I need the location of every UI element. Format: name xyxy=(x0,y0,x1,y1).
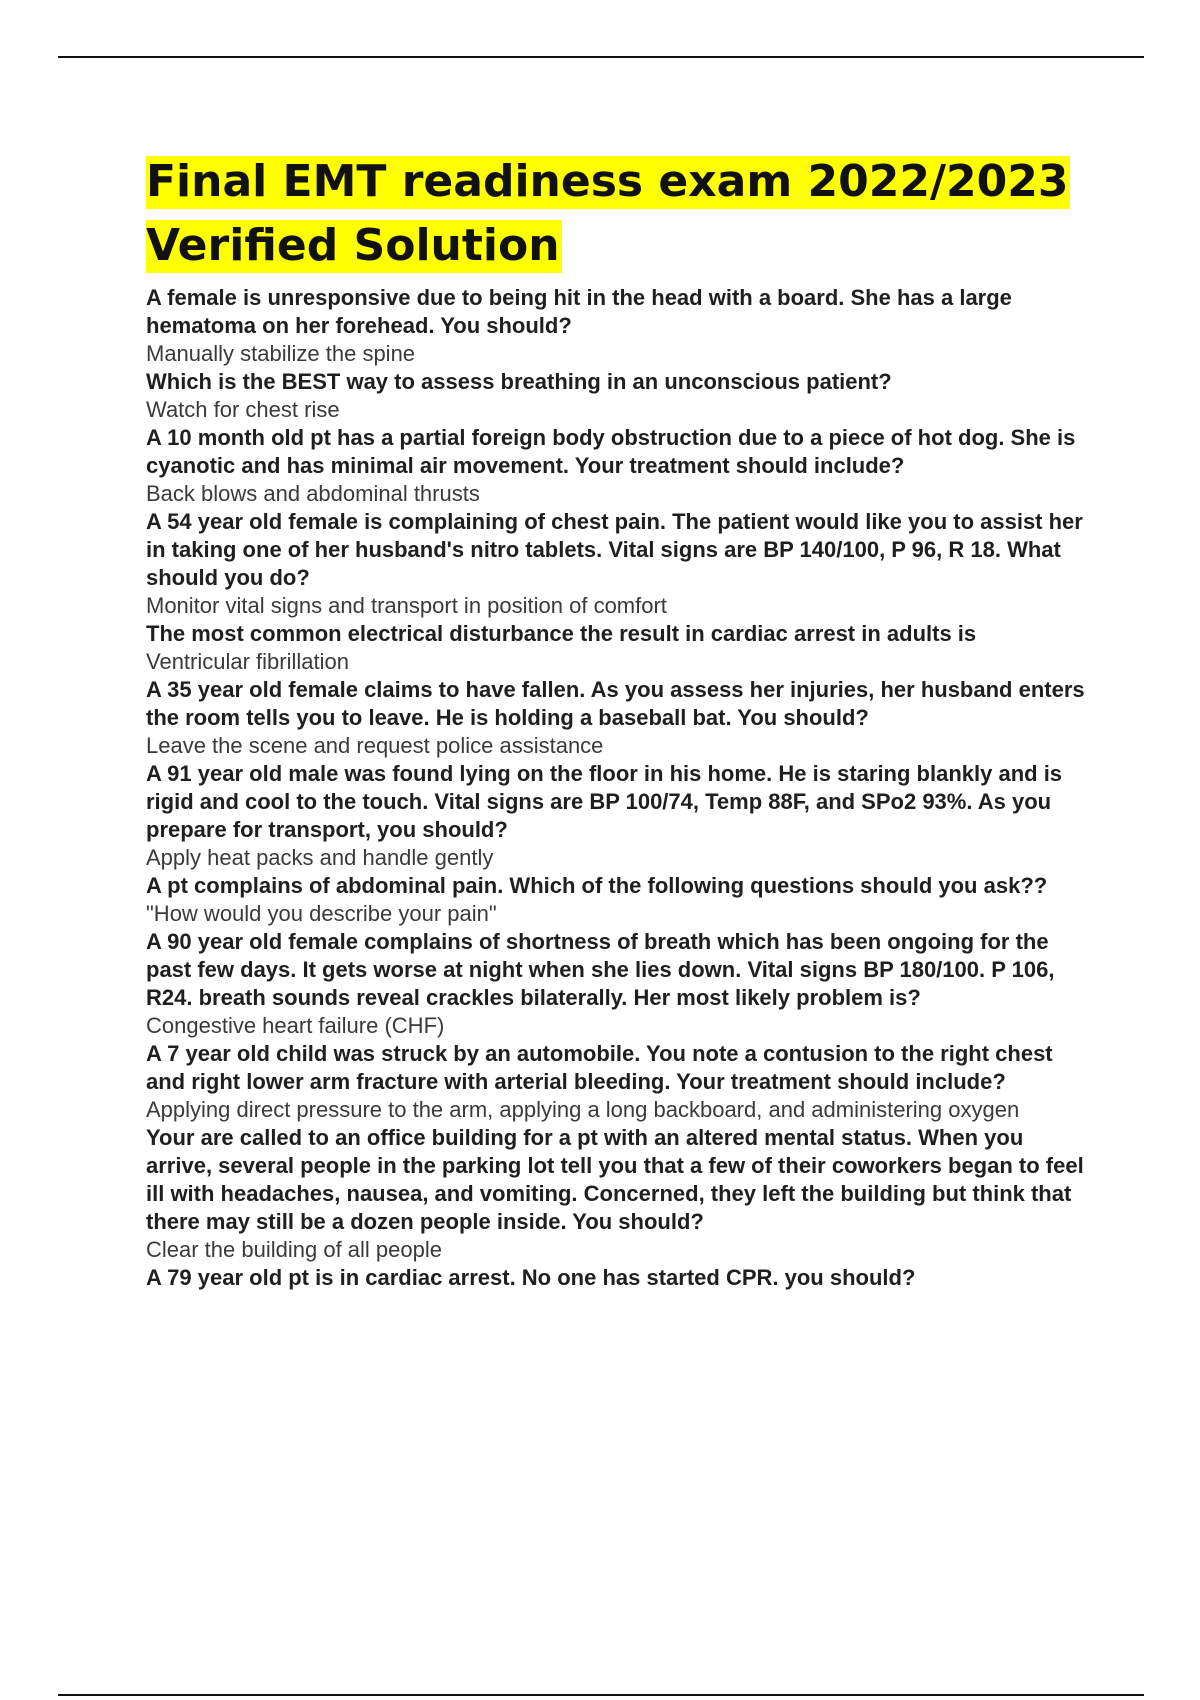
qa-item xyxy=(146,424,1086,508)
question-text: A 54 year old female is complaining of chest pain. The patient would like you to assist her in taking one of her husband's nitro tablets. Vital signs are BP 140/100, P 96, R 18. What should you do? xyxy=(146,509,1083,590)
answer-text: Back blows and abdominal thrusts xyxy=(146,481,480,506)
question-text: A female is unresponsive due to being hit in the head with a board. She has a large hematoma on her forehead. You should? xyxy=(146,285,1012,338)
qa-item xyxy=(146,676,1086,760)
question-text: A 91 year old male was found lying on the floor in his home. He is staring blankly and is rigid and cool to the touch. Vital signs are BP 100/74, Temp 88F, and SPo2 93%. As you prepare for transport, you should? xyxy=(146,761,1063,842)
answer-text: Congestive heart failure (CHF) xyxy=(146,1013,445,1038)
bottom-rule xyxy=(58,1694,1144,1696)
qa-item xyxy=(146,368,1086,424)
qa-item xyxy=(146,1264,1086,1292)
answer-text: Leave the scene and request police assistance xyxy=(146,733,604,758)
qa-item xyxy=(146,1124,1086,1264)
qa-list xyxy=(146,284,1086,1292)
question-text: A 35 year old female claims to have fallen. As you assess her injuries, her husband enters the room tells you to leave. He is holding a baseball bat. You should? xyxy=(146,677,1085,730)
qa-item xyxy=(146,1040,1086,1124)
question-text: The most common electrical disturbance the result in cardiac arrest in adults is xyxy=(146,621,977,646)
title-line-1: Final EMT readiness exam 2022/2023 xyxy=(146,156,1069,207)
answer-text: Clear the building of all people xyxy=(146,1237,442,1262)
answer-text: Monitor vital signs and transport in position of comfort xyxy=(146,593,667,618)
document-title xyxy=(146,150,1086,278)
top-rule xyxy=(58,56,1144,58)
qa-item xyxy=(146,620,1086,676)
question-text: A 7 year old child was struck by an automobile. You note a contusion to the right chest and right lower arm fracture with arterial bleeding. Your treatment should include? xyxy=(146,1041,1053,1094)
question-text: A 90 year old female complains of shortness of breath which has been ongoing for the past few days. It gets worse at night when she lies down. Vital signs BP 180/100. P 106, R24. breath sounds reveal crackles bilaterally. Her most likely problem is? xyxy=(146,929,1055,1010)
document-body xyxy=(146,150,1086,1292)
question-text: Your are called to an office building for a pt with an altered mental status. When you arrive, several people in the parking lot tell you that a few of their coworkers began to feel ill with headaches, nausea, and vomiting. Concerned, they left the building but think that there may still be a dozen people inside. You should? xyxy=(146,1125,1084,1234)
answer-text: Watch for chest rise xyxy=(146,397,340,422)
qa-item xyxy=(146,508,1086,620)
qa-item xyxy=(146,928,1086,1040)
answer-text: "How would you describe your pain" xyxy=(146,901,497,926)
question-text: A 79 year old pt is in cardiac arrest. No one has started CPR. you should? xyxy=(146,1265,916,1290)
question-text: A pt complains of abdominal pain. Which of the following questions should you ask?? xyxy=(146,873,1048,898)
question-text: A 10 month old pt has a partial foreign body obstruction due to a piece of hot dog. She is cyanotic and has minimal air movement. Your treatment should include? xyxy=(146,425,1076,478)
answer-text: Applying direct pressure to the arm, applying a long backboard, and administering oxygen xyxy=(146,1097,1020,1122)
answer-text: Apply heat packs and handle gently xyxy=(146,845,494,870)
qa-item xyxy=(146,284,1086,368)
answer-text: Manually stabilize the spine xyxy=(146,341,416,366)
qa-item xyxy=(146,760,1086,872)
qa-item xyxy=(146,872,1086,928)
question-text: Which is the BEST way to assess breathing in an unconscious patient? xyxy=(146,369,892,394)
title-line-2: Verified Solution xyxy=(146,220,560,271)
answer-text: Ventricular fibrillation xyxy=(146,649,349,674)
